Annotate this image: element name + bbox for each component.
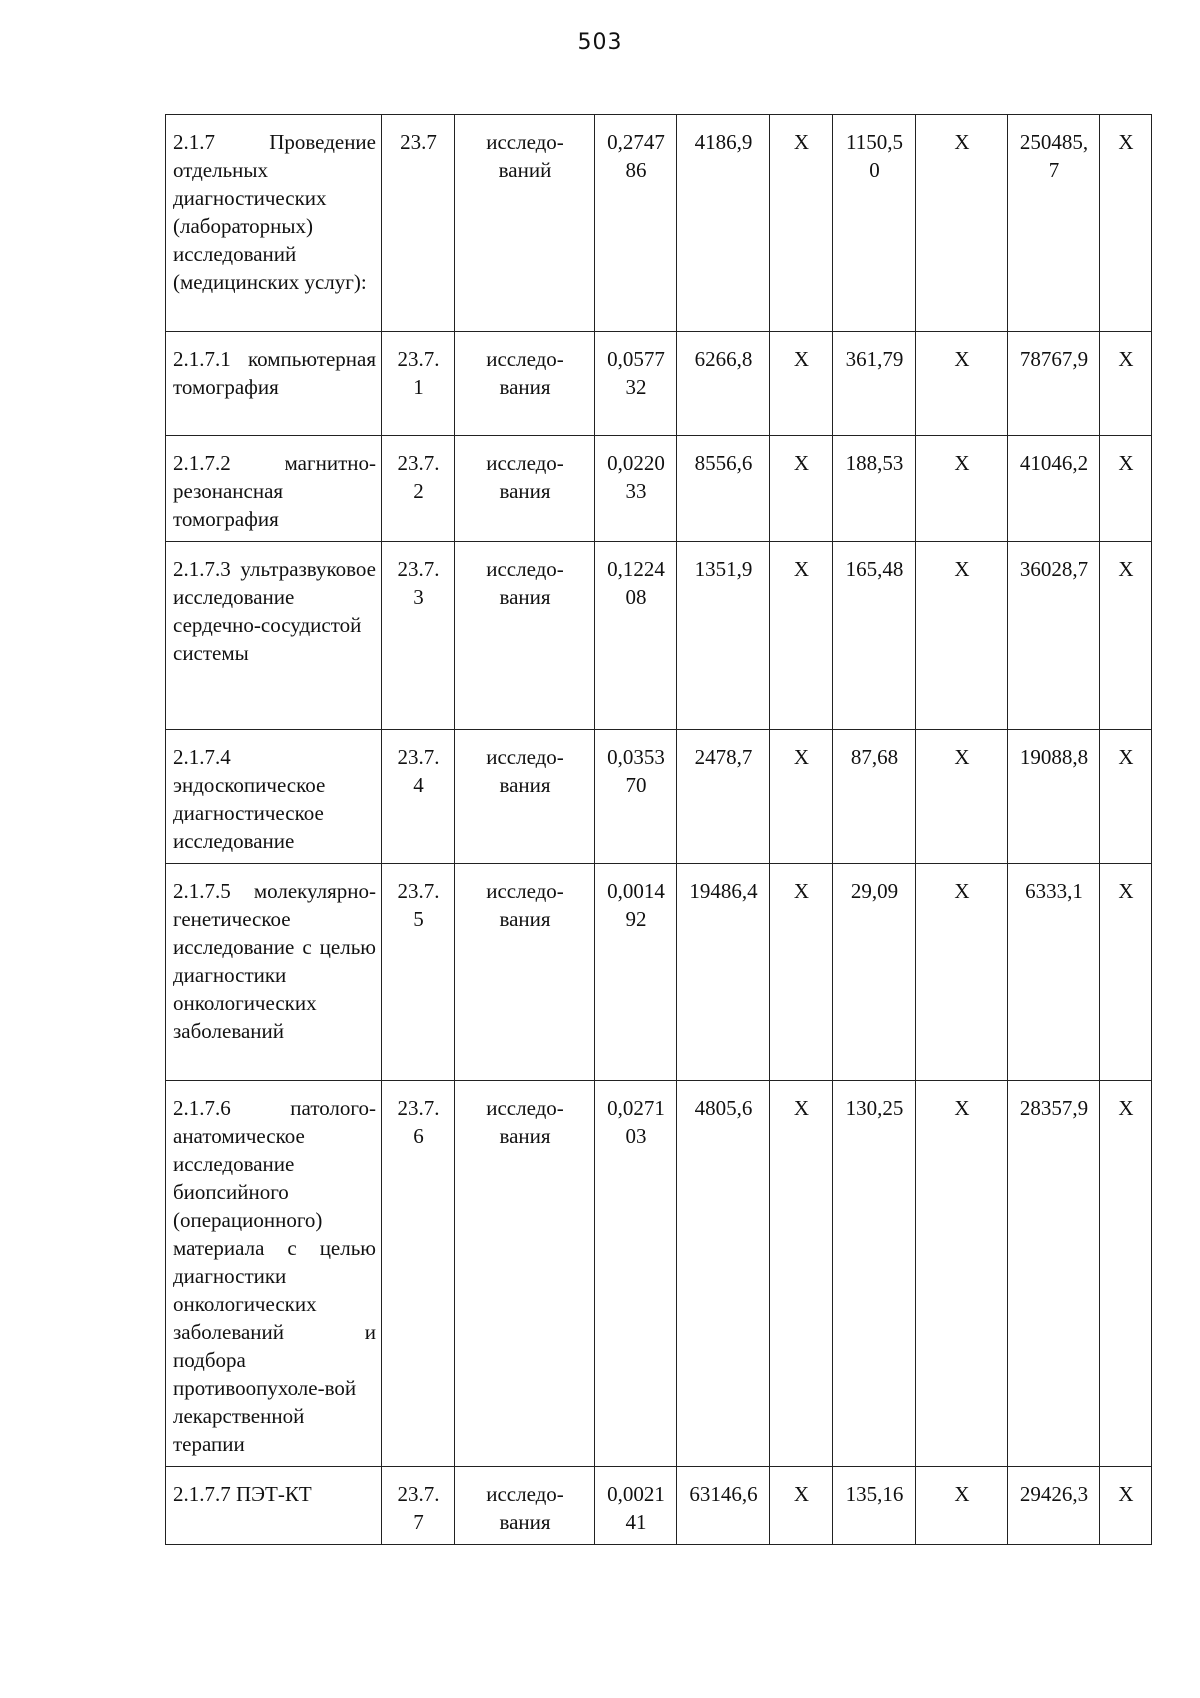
- code-cell: [382, 436, 455, 542]
- per-capita-cell: [833, 730, 916, 864]
- x-mark: Х: [954, 451, 970, 475]
- service-name: 2.1.7.3 ультразвуковое исследование сердечно-сосудистой системы: [173, 557, 376, 665]
- unit-cell: [455, 332, 595, 436]
- x-mark: Х: [954, 745, 970, 769]
- x-cell: [1100, 864, 1152, 1081]
- per-capita-cell: [833, 115, 916, 332]
- total-value: 36028,7: [1019, 557, 1089, 581]
- rate-value: 0,0014 92: [607, 879, 665, 931]
- x-mark: Х: [954, 879, 970, 903]
- unit-label: исследо- ваний: [486, 130, 564, 182]
- x-mark: Х: [1118, 1096, 1134, 1120]
- unit-cell: [455, 115, 595, 332]
- x-mark: Х: [793, 745, 810, 769]
- per-capita-cell: [833, 542, 916, 730]
- page-number: 503: [577, 30, 623, 55]
- cost-value: 63146,6: [689, 1482, 758, 1506]
- total-cell: [1008, 864, 1100, 1081]
- row-code: 23.7: [400, 130, 437, 154]
- rate-value: 0,0353 70: [607, 745, 665, 797]
- service-name: 2.1.7.4 эндоскопическое диагностическое исследование: [173, 745, 326, 853]
- table-row: [166, 332, 1152, 436]
- total-cell: [1008, 1081, 1100, 1467]
- unit-label: исследо- вания: [486, 557, 564, 609]
- cost-value: 4805,6: [694, 1096, 753, 1120]
- x-cell: [1100, 436, 1152, 542]
- x-mark: Х: [954, 130, 970, 154]
- service-name: 2.1.7.6 патолого-анатомическое исследование биопсийного (операционного) материала с целью диагностики онкологических заболеваний и подбора противоопухоле-вой лекарственной терапии: [173, 1096, 376, 1456]
- table-row: [166, 1467, 1152, 1545]
- table-row: [166, 730, 1152, 864]
- total-cell: [1008, 542, 1100, 730]
- x-mark: Х: [1118, 347, 1134, 371]
- total-value: 28357,9: [1019, 1096, 1089, 1120]
- unit-label: исследо- вания: [486, 1096, 564, 1148]
- service-name-cell: [166, 436, 382, 542]
- total-value: 41046,2: [1019, 451, 1089, 475]
- total-value: 29426,3: [1019, 1482, 1089, 1506]
- cost-cell: [677, 436, 770, 542]
- row-code: 23.7. 6: [397, 1096, 440, 1148]
- table-row: [166, 1081, 1152, 1467]
- x-mark: Х: [954, 347, 970, 371]
- x-mark: Х: [1118, 451, 1134, 475]
- service-name: 2.1.7.5 молекулярно-генетическое исследование с целью диагностики онкологических заболеваний: [173, 879, 376, 1043]
- cost-value: 4186,9: [694, 130, 753, 154]
- unit-cell: [455, 1081, 595, 1467]
- x-cell: [916, 542, 1008, 730]
- x-cell: [770, 1467, 833, 1545]
- x-mark: Х: [954, 557, 970, 581]
- per-capita-value: 29,09: [850, 879, 899, 903]
- x-mark: Х: [793, 1482, 810, 1506]
- row-code: 23.7. 3: [397, 557, 440, 609]
- unit-cell: [455, 436, 595, 542]
- service-name-cell: [166, 542, 382, 730]
- total-cell: [1008, 730, 1100, 864]
- cost-value: 6266,8: [694, 347, 753, 371]
- per-capita-cell: [833, 332, 916, 436]
- x-mark: Х: [1118, 1482, 1134, 1506]
- x-mark: Х: [793, 879, 810, 903]
- unit-cell: [455, 864, 595, 1081]
- x-cell: [1100, 1467, 1152, 1545]
- service-name: 2.1.7 Проведение отдельных диагностических (лабораторных) исследований (медицинских услуг):: [173, 130, 376, 294]
- x-mark: Х: [793, 1096, 810, 1120]
- cost-value: 19486,4: [689, 879, 758, 903]
- rate-value: 0,1224 08: [607, 557, 665, 609]
- service-name-cell: [166, 1467, 382, 1545]
- x-cell: [916, 1467, 1008, 1545]
- service-name-cell: [166, 864, 382, 1081]
- service-name-cell: [166, 115, 382, 332]
- row-code: 23.7. 2: [397, 451, 440, 503]
- cost-cell: [677, 1081, 770, 1467]
- total-cell: [1008, 332, 1100, 436]
- x-cell: [1100, 1081, 1152, 1467]
- cost-value: 1351,9: [694, 557, 753, 581]
- x-cell: [916, 730, 1008, 864]
- per-capita-value: 135,16: [845, 1482, 904, 1506]
- service-name-cell: [166, 730, 382, 864]
- services-table: [165, 114, 1152, 1545]
- x-cell: [916, 1081, 1008, 1467]
- unit-label: исследо- вания: [486, 451, 564, 503]
- unit-cell: [455, 1467, 595, 1545]
- code-cell: [382, 730, 455, 864]
- x-cell: [770, 730, 833, 864]
- x-mark: Х: [954, 1482, 970, 1506]
- x-mark: Х: [793, 130, 810, 154]
- rate-cell: [595, 1081, 677, 1467]
- x-cell: [1100, 332, 1152, 436]
- rate-cell: [595, 730, 677, 864]
- unit-cell: [455, 542, 595, 730]
- per-capita-cell: [833, 864, 916, 1081]
- cost-value: 8556,6: [694, 451, 753, 475]
- rate-cell: [595, 332, 677, 436]
- unit-label: исследо- вания: [486, 1482, 564, 1534]
- x-cell: [770, 332, 833, 436]
- x-cell: [770, 864, 833, 1081]
- per-capita-value: 130,25: [845, 1096, 904, 1120]
- cost-cell: [677, 864, 770, 1081]
- row-code: 23.7. 4: [397, 745, 440, 797]
- per-capita-cell: [833, 1467, 916, 1545]
- rate-cell: [595, 542, 677, 730]
- per-capita-cell: [833, 1081, 916, 1467]
- table-row: [166, 864, 1152, 1081]
- row-code: 23.7. 7: [397, 1482, 440, 1534]
- cost-cell: [677, 115, 770, 332]
- x-cell: [916, 436, 1008, 542]
- x-mark: Х: [954, 1096, 970, 1120]
- x-cell: [1100, 730, 1152, 864]
- service-name-cell: [166, 332, 382, 436]
- unit-label: исследо- вания: [486, 879, 564, 931]
- x-cell: [916, 332, 1008, 436]
- cost-cell: [677, 542, 770, 730]
- x-mark: Х: [1118, 745, 1134, 769]
- table-row: [166, 542, 1152, 730]
- rate-cell: [595, 436, 677, 542]
- per-capita-value: 87,68: [850, 745, 899, 769]
- cost-value: 2478,7: [694, 745, 753, 769]
- rate-value: 0,0271 03: [607, 1096, 665, 1148]
- total-value: 6333,1: [1025, 879, 1083, 903]
- x-cell: [916, 864, 1008, 1081]
- table-row: [166, 115, 1152, 332]
- x-cell: [1100, 542, 1152, 730]
- total-value: 250485, 7: [1019, 130, 1089, 182]
- rate-cell: [595, 115, 677, 332]
- x-mark: Х: [1118, 879, 1134, 903]
- rate-value: 0,0220 33: [607, 451, 665, 503]
- code-cell: [382, 1467, 455, 1545]
- total-cell: [1008, 1467, 1100, 1545]
- service-name: 2.1.7.2 магнитно-резонансная томография: [173, 451, 376, 531]
- code-cell: [382, 542, 455, 730]
- code-cell: [382, 864, 455, 1081]
- x-cell: [770, 436, 833, 542]
- x-cell: [770, 542, 833, 730]
- code-cell: [382, 115, 455, 332]
- x-mark: Х: [1118, 557, 1134, 581]
- table-row: [166, 436, 1152, 542]
- rate-value: 0,2747 86: [607, 130, 665, 182]
- per-capita-value: 361,79: [845, 347, 904, 371]
- x-cell: [770, 1081, 833, 1467]
- total-cell: [1008, 115, 1100, 332]
- rate-value: 0,0577 32: [607, 347, 665, 399]
- per-capita-value: 188,53: [845, 451, 904, 475]
- x-mark: Х: [1118, 130, 1134, 154]
- cost-cell: [677, 1467, 770, 1545]
- unit-label: исследо- вания: [486, 745, 564, 797]
- cost-cell: [677, 332, 770, 436]
- x-cell: [916, 115, 1008, 332]
- total-value: 19088,8: [1019, 745, 1089, 769]
- row-code: 23.7. 5: [397, 879, 440, 931]
- service-name: 2.1.7.7 ПЭТ-КТ: [173, 1482, 312, 1506]
- rate-value: 0,0021 41: [607, 1482, 665, 1534]
- x-cell: [1100, 115, 1152, 332]
- unit-cell: [455, 730, 595, 864]
- x-mark: Х: [793, 557, 810, 581]
- per-capita-value: 1150,5 0: [846, 130, 903, 182]
- cost-cell: [677, 730, 770, 864]
- per-capita-cell: [833, 436, 916, 542]
- service-name-cell: [166, 1081, 382, 1467]
- per-capita-value: 165,48: [845, 557, 904, 581]
- total-value: 78767,9: [1019, 347, 1089, 371]
- rate-cell: [595, 1467, 677, 1545]
- code-cell: [382, 1081, 455, 1467]
- service-name: 2.1.7.1 компьютерная томография: [173, 347, 376, 399]
- x-mark: Х: [793, 451, 810, 475]
- x-mark: Х: [793, 347, 810, 371]
- row-code: 23.7. 1: [397, 347, 440, 399]
- unit-label: исследо- вания: [486, 347, 564, 399]
- total-cell: [1008, 436, 1100, 542]
- x-cell: [770, 115, 833, 332]
- code-cell: [382, 332, 455, 436]
- rate-cell: [595, 864, 677, 1081]
